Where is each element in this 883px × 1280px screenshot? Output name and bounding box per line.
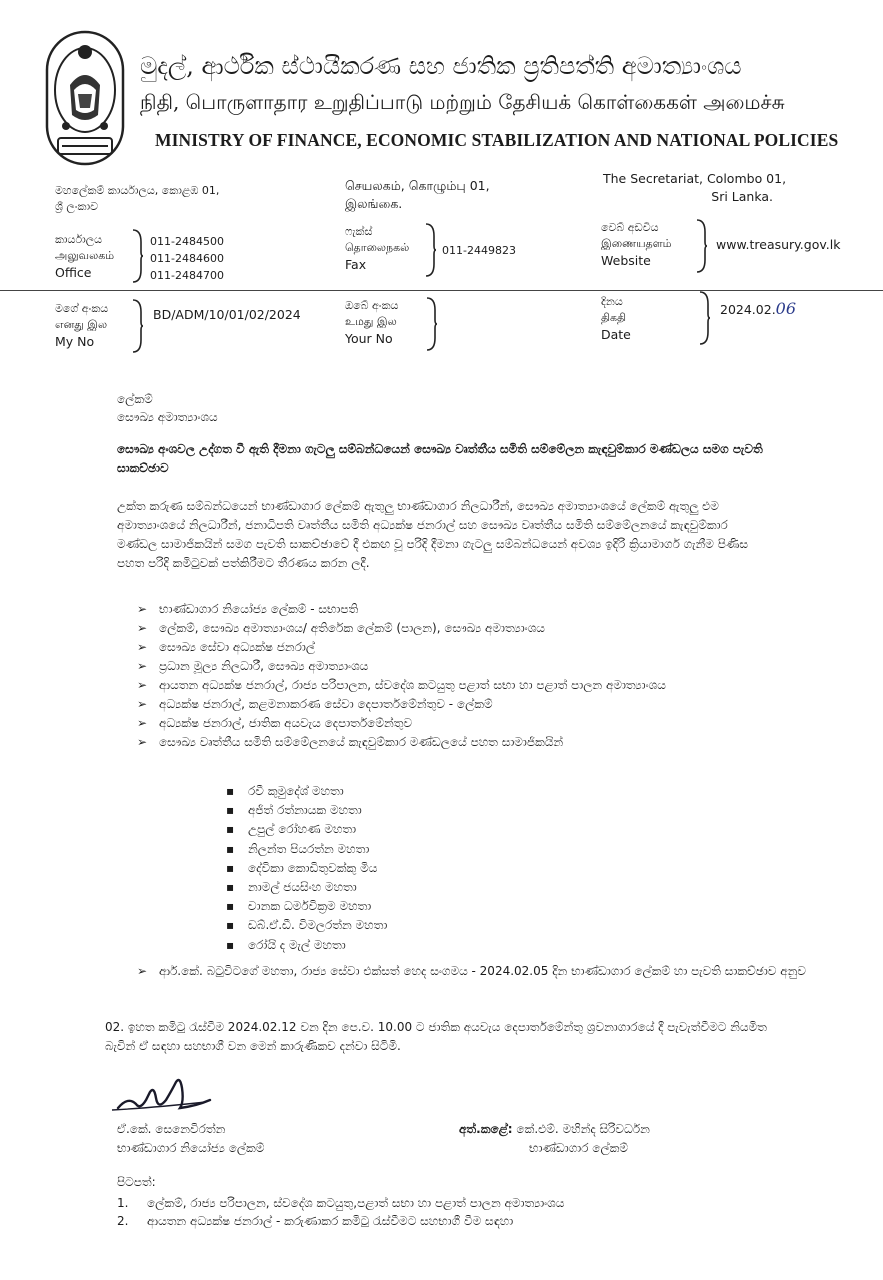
square-bullet-icon: ▪ [226,784,235,798]
date-handwritten-day: 06 [775,299,797,318]
list-item: ▪ රෝයි ද මැල් මහතා [222,936,387,955]
fax-labels: ෆැක්ස් தொலைநகல் Fax [345,225,410,272]
website-labels: වෙබ් අඩවිය இணையதளம் Website [601,221,672,268]
countersign-block: අත්.කළේ: කේ.එම්. මහින්ද සිරිවර්ධන භාණ්ඩාගාර ලේකම් [459,1122,650,1155]
sri-lanka-emblem-icon [44,30,126,166]
square-bullet-icon: ▪ [226,841,235,856]
address-english: The Secretariat, Colombo 01, Sri Lanka. [603,171,787,204]
square-bullet-icon: ▪ [226,937,235,952]
ministry-title-tamil: நிதி, பொருளாதார உறுதிப்பாடு மற்றும் தேசியக் கொள்கைகள் அமைச்சு [140,90,785,114]
office-labels: කාර්යාලය அலுவலகம் Office [55,233,115,280]
list-item: ▪ නිලන්ත පියරත්න මහතා [222,840,387,859]
list-item: ➢ ආයතන අධ්‍යක්ෂ ජනරාල්, රාජ්‍ය පරිපාලන, ස්වදේශ කටයුතු පළාත් සභා හා පළාත් පාලන අමාත්‍යාංශය [133,676,783,695]
address-sinhala: මහලේකම් කාර්යාලය, කොළඹ 01, ශ්‍රී ලංකාව [55,184,220,213]
fax-brace [423,222,437,278]
square-bullet-icon: ▪ [226,803,235,818]
arrow-bullet-icon: ➢ [137,964,148,978]
website-brace [694,218,708,274]
header-divider [0,290,883,291]
office-phone-numbers [150,233,224,284]
list-item: ➢ අධ්‍යක්ෂ ජනරාල්, ජාතික අයවැය දෙපාර්තමේන්තුව [133,714,783,733]
copies-list [117,1194,817,1230]
handwritten-signature [110,1070,220,1122]
arrow-bullet-icon: ➢ [137,621,148,635]
committee-member-list [133,600,783,752]
arrow-bullet-icon: ➢ [137,735,148,749]
square-bullet-icon: ▪ [226,860,235,875]
list-item: 2. ආයතන අධ්‍යක්ෂ ජනරාල් - කරුණාකර කමිටු රැස්වීමට සහභාගී වීම සඳහා [117,1214,514,1228]
list-item: 1. ලේකම්, රාජ්‍ය පරිපාලන, ස්වදේශ කටයුතු,පළාත් සභා හා පළාත් පාලන අමාත්‍යාංශය [117,1196,565,1210]
arrow-bullet-icon: ➢ [137,602,148,616]
list-item: ➢ අධ්‍යක්ෂ ජනරාල්, කළමනාකරණ සේවා දෙපාර්තමේන්තුව - ලේකම් [133,695,783,714]
list-item: ➢ ප්‍රධාන මූල්‍ය නිලධාරී, සෞඛ්‍ය අමාත්‍යාංශය [133,657,783,676]
signatory-block: ඒ.කේ. සෙනෙවිරත්න භාණ්ඩාගාර නියෝජ්‍ය ලේකම් [117,1122,265,1155]
your-no-brace [424,296,438,352]
letter-subject: සෞඛ්‍ය අංශවල උද්ගත වී ඇති දීමනා ගැටලු සම්බන්ධයෙන් සෞඛ්‍ය වෘත්තීය සමිති සම්මේලන කැඳවුම්කාර මණ්ඩලය සමග පැවති සාකච්ඡාව [117,442,763,475]
additional-member: ➢ ආර්.කේ. බටුවිටගේ මහතා, රාජ්‍ය සේවා එක්සත් හෙද සංගමය - 2024.02.05 දින භාණ්ඩාගාර ලේකම් හා පැවති සාකච්ඡාව අනුව [133,962,809,981]
fax-number: 011-2449823 [442,244,516,257]
arrow-bullet-icon: ➢ [137,697,148,711]
list-item: ▪ චානක ධර්මවික්‍රම මහතා [222,897,387,916]
square-bullet-icon: ▪ [226,880,235,895]
address-tamil: செயலகம், கொழும்பு 01, இலங்கை. [345,178,490,211]
date-value: 2024.02.06 [720,299,797,318]
arrow-bullet-icon: ➢ [137,678,148,692]
arrow-bullet-icon: ➢ [137,659,148,673]
office-brace [130,228,144,284]
square-bullet-icon: ▪ [226,918,235,933]
arrow-bullet-icon: ➢ [137,640,148,654]
union-member-names-list [222,782,387,955]
list-item: ➢ ලේකම්, සෞඛ්‍ය අමාත්‍යාංශය/ අතිරේක ලේකම් (පාලන), සෞඛ්‍ය අමාත්‍යාංශය [133,619,783,638]
copies-label: පිටපත්: [117,1175,156,1189]
paragraph-2: 02. ඉහත කමිටු රැස්වීම 2024.02.12 වන දින පෙ.ව. 10.00 ට ජාතික අයවැය දෙපාර්තමේන්තු ශ්‍රවනාගාරයේ දී පැවැත්වීමට නියමිත බැවින් ඒ සඳහා සහභාගී වන මෙන් කාරුණිකව දන්වා සිටිමි. [105,1020,767,1053]
square-bullet-icon: ▪ [226,822,235,837]
arrow-bullet-icon: ➢ [137,716,148,730]
ministry-title-sinhala: මුදල්, ආර්ථික ස්ථායීකරණ සහ ජාතික ප්‍රතිපත්ති අමාත්‍යාංශය [140,52,742,80]
list-item: ▪ උපුල් රෝහණ මහතා [222,820,387,839]
list-item: ▪ නාමල් ජයසිංහ මහතා [222,878,387,897]
list-item: ▪ ඩබ්.ඒ.ඩී. විමලරත්න මහතා [222,916,387,935]
date-labels: දිනය திகதி Date [601,295,631,342]
ministry-title-english: MINISTRY OF FINANCE, ECONOMIC STABILIZATION AND NATIONAL POLICIES [155,130,839,150]
list-item: ➢ සෞඛ්‍ය වෘත්තීය සමිති සම්මේලනයේ කැඳවුම්කාර මණ්ඩලයේ පහත සාමාජිකයින් [133,733,783,752]
my-no-brace [130,298,144,354]
date-brace [697,290,711,346]
recipient-block: ලේකම් සෞඛ්‍ය අමාත්‍යාංශය [117,392,218,424]
office-phone-2: 011-2484600 [150,252,224,265]
website-url[interactable]: www.treasury.gov.lk [716,237,841,252]
paragraph-1: උක්ත කරුණ සම්බන්ධයෙන් භාණ්ඩාගාර ලේකම් ඇතුලු භාණ්ඩාගාර නිලධාරීන්, සෞඛ්‍ය අමාත්‍යාංශයේ ලේකම් ඇතුලු එම අමාත්‍යාංශයේ නිලධාරීන්, ජනාධිපති වෘත්තීය සමිති අධ්‍යක්ෂ ජනරාල් සහ සෞඛ්‍ය වෘත්තීය සමිති සම්මේලනයේ කැඳවුම්කාර මණ්ඩල සාමාජිකයින් සමග පැවති සාකච්ඡාවේ දී එකඟ වූ පරිදි දීමනා ගැටලු සම්බන්ධයෙන් අවශ්‍ය ඉදිරි ක්‍රියාමාර්ග ගැනීම පිණිස පහත පරිදි කමිටුවක් පත්කිරීමට තීරණය කරන ලදී. [117,499,748,570]
list-item: ▪ රවී කුමුදේශ් මහතා [222,782,387,801]
your-no-labels: ඔබේ අංකය உமது இல Your No [345,299,399,346]
list-item: ▪ අජිත් රත්නායක මහතා [222,801,387,820]
my-no-value: BD/ADM/10/01/02/2024 [153,307,301,322]
office-phone-3: 011-2484700 [150,269,224,282]
list-item: ➢ සෞඛ්‍ය සේවා අධ්‍යක්ෂ ජනරාල් [133,638,783,657]
my-no-labels: මගේ අංකය எனது இல My No [55,302,109,349]
office-phone-1: 011-2484500 [150,235,224,248]
square-bullet-icon: ▪ [226,899,235,914]
list-item: ➢ භාණ්ඩාගාර නියෝජ්‍ය ලේකම් - සභාපති [133,600,783,619]
list-item: ▪ දේවිකා කොඩිතුවක්කු මිය [222,859,387,878]
